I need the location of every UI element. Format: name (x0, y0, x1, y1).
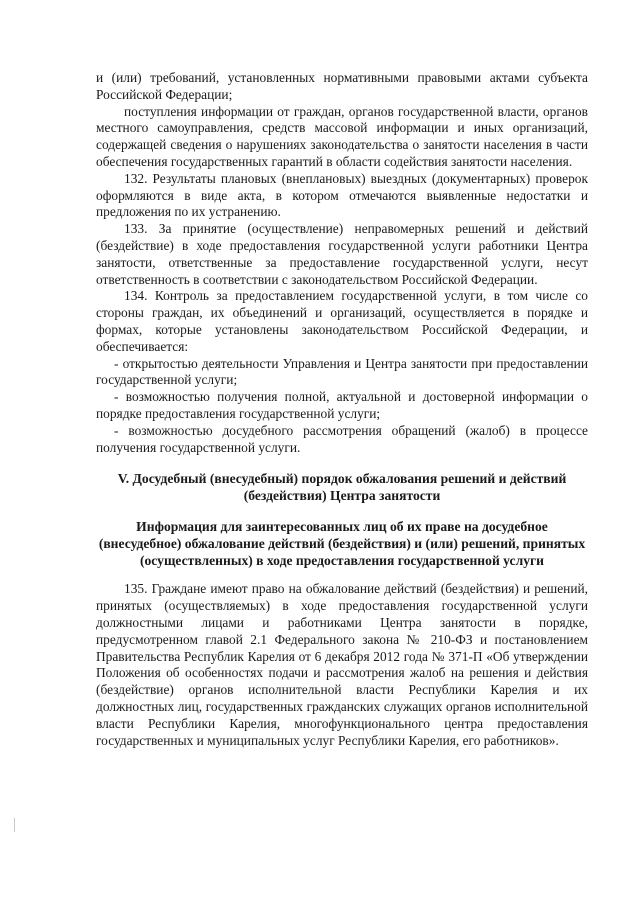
paragraph-133: 133. За принятие (осуществление) неправомерных решений и действий (бездействие) в ходе предоставления государственной услуги работники Центра занятости, ответственные за предоставление государственной услуги, несут ответственность в соответствии с законодательством Российской Федерации. (96, 221, 588, 287)
paragraph-135: 135. Граждане имеют право на обжалование действий (бездействия) и решений, принятых (осуществляемых) в ходе предоставления государственной услуги должностными лицами и работниками Центра занятости в порядке, предусмотренном главой 2.1 Федерального закона № 210-ФЗ и постановлением Правительства Республик Карелия от 6 декабря 2012 года № 371-П «Об утверждении Положения об особенностях подачи и рассмотрения жалоб на решения и действия (бездействие) органов исполнительной власти Республики Карелия и их должностных лиц, государственных гражданских служащих органов исполнительной власти Республики Карелия, многофункционального центра предоставления государственных и муниципальных услуг Республики Карелия, его работников». (96, 581, 588, 748)
paragraph-134: 134. Контроль за предоставлением государственной услуги, в том числе со стороны граждан, их объединений и организаций, осуществляется в порядке и формах, которые установлены законодательством Российской Федерации, и обеспечивается: (96, 288, 588, 354)
paragraph-information-receipt: поступления информации от граждан, органов государственной власти, органов местного самоуправления, средств массовой информации и иных организаций, содержащей сведения о нарушениях законодательства о занятости населения в части обеспечения государственных гарантий в области содействия занятости населения. (96, 103, 588, 169)
scan-margin-mark (14, 818, 15, 832)
list-item-openness: - открытостью деятельности Управления и Центра занятости при предоставлении государственной услуги; (96, 355, 588, 388)
continued-paragraph: и (или) требований, установленных нормативными правовыми актами субъекта Российской Федерации; (96, 70, 588, 102)
list-item-pretrial-review: - возможностью досудебного рассмотрения обращений (жалоб) в процессе получения государственной услуги. (96, 422, 588, 455)
paragraph-132: 132. Результаты плановых (внеплановых) выездных (документарных) проверок оформляются в виде акта, в котором отмечаются выявленные недостатки и предложения по их устранению. (96, 170, 588, 220)
section-heading: Информация для заинтересованных лиц об их праве на досудебное (внесудебное) обжалование действий (бездействия) и (или) решений, принятых (осуществленных) в ходе предоставления государственной услуги (98, 519, 586, 569)
list-item-information-access: - возможностью получения полной, актуальной и достоверной информации о порядке предоставления государственной услуги; (96, 389, 588, 421)
chapter-heading: V. Досудебный (внесудебный) порядок обжалования решений и действий (бездействия) Центра занятости (117, 471, 567, 504)
